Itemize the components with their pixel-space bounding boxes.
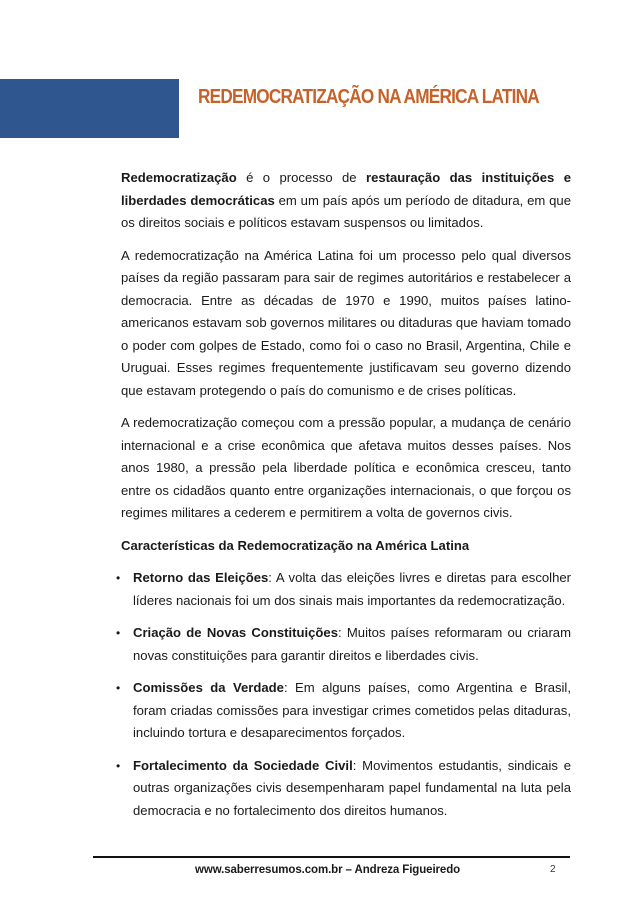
- page-number: 2: [550, 864, 556, 875]
- footer-credit: www.saberresumos.com.br – Andreza Figueiredo: [195, 864, 461, 876]
- bullet-icon: •: [116, 681, 121, 695]
- intro-text-2: em um país após um período de ditadura, em que os direitos sociais e políticos estavam suspensos ou limitados.: [121, 192, 571, 230]
- paragraph-context: A redemocratização na América Latina foi um processo pelo qual diversos países da região passaram para sair de regimes autoritários e restabelecer a democracia. Entre as décadas de 1970 e 1990, muitos países latino-americanos estavam sob governos militares ou ditaduras que haviam tomado o poder com golpes de Estado, como foi o caso no Brasil, Argentina, Chile e Uruguai. Esses regimes frequentemente justificavam seu governo dizendo que estavam protegendo o país do comunismo e de crises políticas.: [121, 247, 571, 398]
- list-item: [116, 677, 571, 745]
- list-item: [116, 622, 571, 667]
- list-item-term: Comissões da Verdade: [133, 680, 284, 695]
- section-heading: Características da Redemocratização na América Latina: [121, 537, 470, 553]
- intro-bold-phrase: restauração das instituições e liberdades democráticas: [121, 170, 571, 208]
- characteristics-list: [116, 567, 571, 822]
- list-item-text: : Em alguns países, como Argentina e Brasil, foram criadas comissões para investigar crimes cometidos pelas ditaduras, incluindo tortura e desaparecimentos forçados.: [133, 680, 571, 740]
- intro-text-1: é o processo de: [236, 170, 366, 185]
- document-body: [116, 167, 571, 832]
- bullet-icon: •: [116, 626, 121, 640]
- header-accent-bar: [0, 79, 179, 138]
- list-item-term: Retorno das Eleições: [133, 570, 269, 585]
- list-item-text: : Muitos países reformaram ou criaram novas constituições para garantir direitos e liberdades civis.: [133, 625, 571, 663]
- intro-paragraph: [121, 167, 571, 235]
- bullet-icon: •: [116, 571, 121, 585]
- intro-term: Redemocratização: [121, 170, 237, 185]
- list-item: [116, 755, 571, 823]
- bullet-icon: •: [116, 758, 121, 773]
- list-item: [116, 567, 571, 612]
- list-item-term: Fortalecimento da Sociedade Civil: [133, 757, 353, 773]
- list-item-term: Criação de Novas Constituições: [133, 625, 338, 640]
- list-item-text: : Movimentos estudantis, sindicais e outras organizações civis desempenharam papel fundamental na luta pela democracia e no fortalecimento dos direitos humanos.: [133, 757, 571, 818]
- list-item-text: : A volta das eleições livres e diretas para escolher líderes nacionais foi um dos sinais mais importantes da redemocratização.: [133, 570, 571, 608]
- paragraph-causes: A redemocratização começou com a pressão popular, a mudança de cenário internacional e a crise econômica que afetava muitos desses países. Nos anos 1980, a pressão pela liberdade política e econômica cresceu, tanto entre os cidadãos quanto entre organizações internacionais, o que forçou os regimes militares a cederem e permitirem a volta de governos civis.: [121, 415, 571, 520]
- page-title: REDEMOCRATIZAÇÃO NA AMÉRICA LATINA: [198, 86, 539, 108]
- footer-divider: [93, 856, 570, 858]
